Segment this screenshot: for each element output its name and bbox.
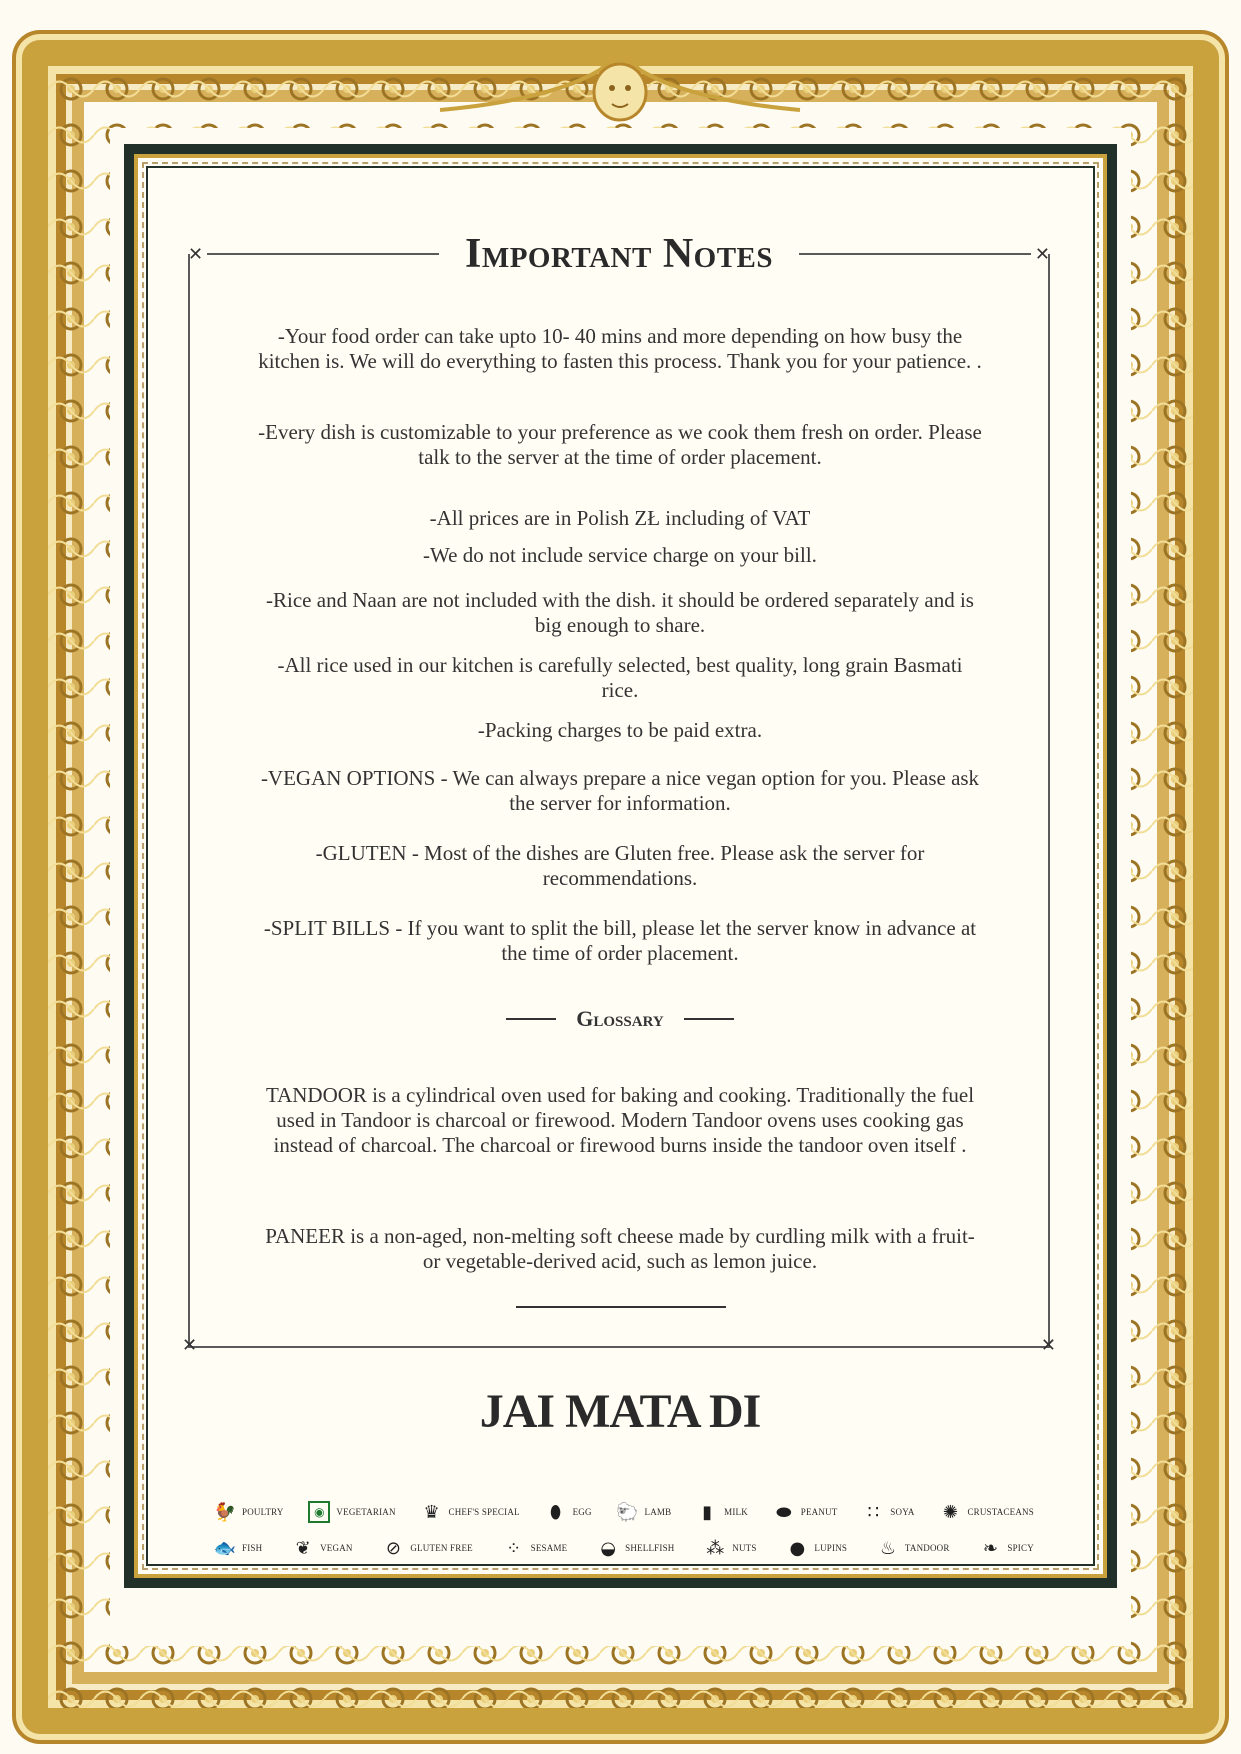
- nuts-icon: ⁂: [706, 1537, 725, 1559]
- legend-item: [214, 1537, 262, 1559]
- legend-label: FISH: [242, 1543, 263, 1553]
- note-item: -SPLIT BILLS - If you want to split the bill, please let the server know in advance at the time of order placement.: [263, 916, 977, 965]
- legend-item: [786, 1537, 847, 1559]
- closing-divider: [516, 1306, 726, 1308]
- legend-item: [503, 1537, 568, 1559]
- legend-label: SOYA: [890, 1507, 915, 1517]
- lamb-icon: 🐑: [616, 1501, 639, 1523]
- vegetarian-icon: ◉: [308, 1501, 330, 1523]
- note-item: -Packing charges to be paid extra.: [477, 718, 763, 742]
- legend-label: LAMB: [644, 1507, 672, 1517]
- glossary-header: [490, 1006, 750, 1032]
- note-item: -Rice and Naan are not included with the dish. it should be ordered separately and is big enough to share.: [266, 588, 974, 637]
- glossary-title: Glossary: [576, 1006, 664, 1031]
- glossary-entry: TANDOOR is a cylindrical oven used for baking and cooking. Traditionally the fuel used in Tandoor is charcoal or firewood. Modern Tandoor ovens uses cooking gas instead of charcoal. The charcoal or firewood burns inside the tandoor oven itself .: [265, 1083, 975, 1157]
- legend-label: VEGETARIAN: [336, 1507, 396, 1517]
- note-item: -Every dish is customizable to your preference as we cook them fresh on order. Please talk to the server at the time of order placement.: [258, 420, 982, 469]
- legend-row: [214, 1494, 1034, 1530]
- sesame-icon: ⁘: [506, 1537, 522, 1559]
- legend-label: EGG: [572, 1507, 592, 1517]
- legend-label: GLUTEN FREE: [410, 1543, 473, 1553]
- note-item: -VEGAN OPTIONS - We can always prepare a nice vegan option for you. Please ask the server for information.: [260, 766, 980, 815]
- note-item: -All prices are in Polish ZŁ including of VAT: [429, 506, 811, 530]
- page-title: Important Notes: [464, 231, 774, 277]
- glossary-rule-left: [506, 1018, 556, 1020]
- legend-label: CHEF'S SPECIAL: [448, 1507, 520, 1517]
- gluten-free-icon: ⊘: [385, 1537, 401, 1559]
- legend-item: [292, 1537, 353, 1559]
- note-item: -GLUTEN - Most of the dishes are Gluten free. Please ask the server for recommendations.: [315, 841, 925, 890]
- legend-item: [214, 1501, 284, 1523]
- glossary-entry: PANEER is a non-aged, non-melting soft cheese made by curdling milk with a fruit- or vegetable-derived acid, such as lemon juice.: [265, 1224, 975, 1273]
- peanut-icon: ⬬: [776, 1501, 792, 1523]
- legend-item: [617, 1501, 672, 1523]
- shell-icon: ◒: [600, 1537, 617, 1559]
- legend-item: [597, 1537, 674, 1559]
- legend-label: CRUSTACEANS: [967, 1507, 1034, 1517]
- legend-label: SPICY: [1007, 1543, 1034, 1553]
- legend-row: [214, 1530, 1034, 1566]
- legend-item: [877, 1537, 950, 1559]
- legend-item: [704, 1537, 756, 1559]
- legend-label: POULTRY: [242, 1507, 284, 1517]
- egg-icon: ⬮: [549, 1501, 562, 1523]
- legend-label: SHELLFISH: [625, 1543, 675, 1553]
- goddess-crest-icon: [430, 30, 810, 130]
- fish-icon: 🐟: [213, 1537, 237, 1559]
- chef-hat-icon: ♛: [423, 1501, 440, 1523]
- legend-item: [696, 1501, 748, 1523]
- milk-icon: ▮: [702, 1501, 713, 1523]
- legend-item: [382, 1537, 472, 1559]
- legend-item: [545, 1501, 592, 1523]
- legend-item: [421, 1501, 520, 1523]
- poultry-icon: 🐓: [213, 1501, 237, 1523]
- corner-flourish-icon: ✕: [188, 243, 204, 265]
- legend-item: [862, 1501, 914, 1523]
- allergen-legend: [214, 1494, 1034, 1566]
- corner-flourish-icon: ✕: [1040, 1335, 1056, 1356]
- crab-icon: ✺: [942, 1501, 958, 1523]
- legend-label: TANDOOR: [904, 1543, 950, 1553]
- flame-icon: ♨: [879, 1537, 896, 1559]
- note-item: -All rice used in our kitchen is carefully selected, best quality, long grain Basmati rice.: [277, 653, 963, 702]
- corner-flourish-icon: ✕: [182, 1335, 198, 1356]
- legend-label: SESAME: [530, 1543, 568, 1553]
- legend-label: PEANUT: [800, 1507, 838, 1517]
- legend-item: [773, 1501, 838, 1523]
- legend-item: [308, 1501, 395, 1523]
- soya-icon: ∷: [867, 1501, 880, 1523]
- note-item: -Your food order can take upto 10- 40 mins and more depending on how busy the kitchen is. We will do everything to fasten this process. Thank you for your patience. .: [258, 324, 982, 373]
- legend-item: [979, 1537, 1034, 1559]
- lupins-icon: ●: [789, 1537, 806, 1559]
- corner-flourish-icon: ✕: [1034, 243, 1051, 265]
- legend-label: MILK: [724, 1507, 748, 1517]
- note-item: -We do not include service charge on your bill.: [423, 543, 817, 567]
- glossary-rule-right: [684, 1018, 734, 1020]
- chili-icon: ❧: [982, 1537, 998, 1559]
- legend-label: VEGAN: [320, 1543, 353, 1553]
- legend-item: [939, 1501, 1034, 1523]
- leaf-icon: ❦: [295, 1537, 311, 1559]
- restaurant-brand: JAI MATA DI: [479, 1385, 761, 1438]
- legend-label: LUPINS: [814, 1543, 848, 1553]
- legend-label: NUTS: [732, 1543, 757, 1553]
